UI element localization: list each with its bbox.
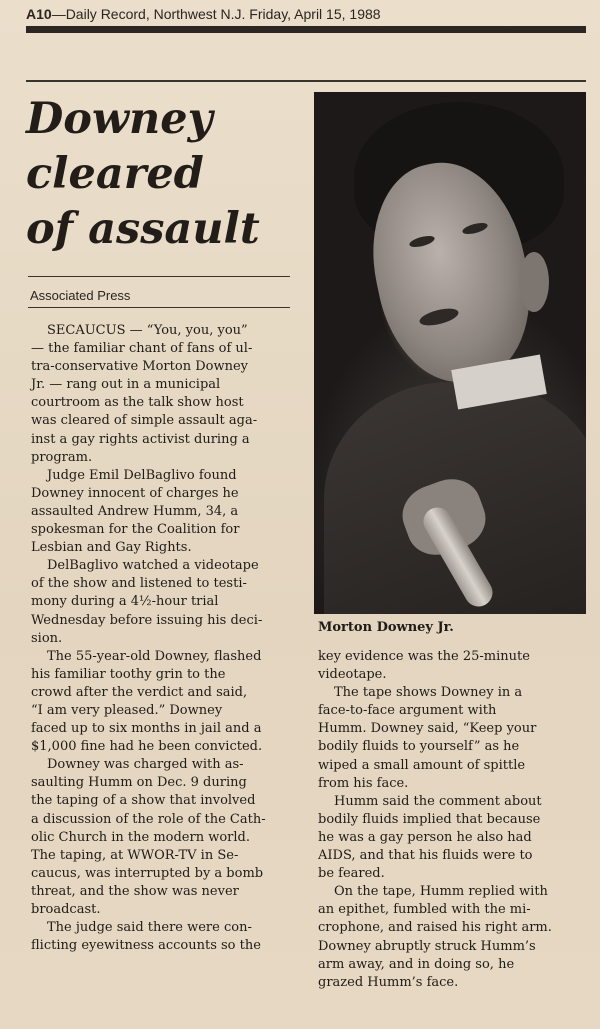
article-line: grazed Humm’s face. — [318, 974, 459, 990]
article-line: crophone, and raised his right arm. — [318, 920, 552, 936]
article-line: wiped a small amount of spittle — [318, 757, 526, 773]
article-line: the taping of a show that involved — [31, 793, 256, 809]
photo-caption: Morton Downey Jr. — [318, 620, 454, 635]
article-line: “I am very pleased.” Downey — [31, 702, 223, 718]
article-line: bodily fluids to yourself” as he — [318, 739, 520, 755]
article-line: flicting eyewitness accounts so the — [31, 938, 261, 954]
article-line: bodily fluids implied that because — [318, 811, 541, 827]
article-line: caucus, was interrupted by a bomb — [31, 865, 264, 881]
article-line: an epithet, fumbled with the mi- — [318, 902, 531, 918]
article-line: Wednesday before issuing his deci- — [31, 612, 263, 628]
article-line: The 55-year-old Downey, flashed — [47, 648, 262, 664]
article-line: saulting Humm on Dec. 9 during — [31, 775, 247, 791]
page-number: A10 — [26, 6, 52, 22]
article-line: tra-conservative Morton Downey — [31, 359, 248, 375]
page-folio — [26, 6, 586, 22]
byline-rule-bottom — [28, 307, 290, 308]
article-line: was cleared of simple assault aga- — [31, 413, 258, 429]
article-line: broadcast. — [31, 902, 101, 917]
article-line: The tape shows Downey in a — [334, 685, 523, 701]
top-rule — [26, 26, 586, 33]
article-line: — the familiar chant of fans of ul- — [31, 341, 253, 357]
article-column-1 — [31, 322, 301, 955]
article-line: Downey abruptly struck Humm’s — [318, 938, 536, 954]
article-line: AIDS, and that his fluids were to — [318, 848, 533, 864]
article-line: Judge Emil DelBaglivo found — [47, 467, 237, 483]
article-line: Humm said the comment about — [334, 793, 542, 809]
article-line: assaulted Andrew Humm, 34, a — [31, 503, 239, 519]
article-column-2 — [318, 648, 588, 992]
article-line: Downey innocent of charges he — [31, 485, 239, 501]
article-photo — [314, 92, 586, 614]
article-line: inst a gay rights activist during a — [31, 431, 250, 447]
article-line: Jr. — rang out in a municipal — [31, 377, 221, 393]
article-line: DelBaglivo watched a videotape — [47, 558, 259, 574]
article-line: program. — [31, 449, 93, 465]
article-line: mony during a 4½-hour trial — [31, 594, 219, 610]
article-line: he was a gay person he also had — [318, 829, 532, 845]
article-line: The taping, at WWOR-TV in Se- — [31, 847, 239, 863]
publication-line: Daily Record, Northwest N.J. Friday, April 15, 1988 — [65, 6, 381, 22]
photo-ear — [519, 252, 549, 312]
folio-dash: — — [51, 6, 66, 22]
article-line: spokesman for the Coalition for — [31, 522, 240, 538]
byline: Associated Press — [30, 288, 131, 303]
headline-line: cleared — [26, 149, 204, 199]
article-line: of the show and listened to testi- — [31, 576, 247, 592]
article-line: his familiar toothy grin to the — [31, 666, 226, 682]
headline — [26, 92, 296, 257]
article-line: a discussion of the role of the Cath- — [31, 811, 266, 827]
article-line: $1,000 fine had he been convicted. — [31, 739, 263, 755]
article-line: arm away, and in doing so, he — [318, 956, 515, 972]
article-line: faced up to six months in jail and a — [31, 721, 262, 737]
article-line: On the tape, Humm replied with — [334, 884, 548, 900]
article-line: threat, and the show was never — [31, 883, 239, 899]
article-line: be feared. — [318, 866, 385, 882]
article-line: sion. — [31, 630, 63, 646]
article-line: Downey was charged with as- — [47, 757, 244, 773]
article-line: Lesbian and Gay Rights. — [31, 540, 192, 556]
article-line: SECAUCUS — “You, you, you” — [47, 323, 248, 338]
article-line: courtroom as the talk show host — [31, 395, 244, 411]
article-line: from his face. — [318, 775, 409, 791]
headline-line: of assault — [26, 204, 260, 254]
article-line: The judge said there were con- — [47, 920, 252, 936]
article-line: olic Church in the modern world. — [31, 829, 251, 845]
headline-line: Downey — [26, 94, 213, 144]
byline-rule-top — [28, 276, 290, 277]
article-line: key evidence was the 25-minute — [318, 649, 530, 664]
article-line: face-to-face argument with — [318, 703, 497, 719]
section-rule — [26, 80, 586, 82]
article-line: videotape. — [318, 667, 387, 683]
article-line: crowd after the verdict and said, — [31, 684, 248, 700]
article-line: Humm. Downey said, “Keep your — [318, 721, 537, 737]
